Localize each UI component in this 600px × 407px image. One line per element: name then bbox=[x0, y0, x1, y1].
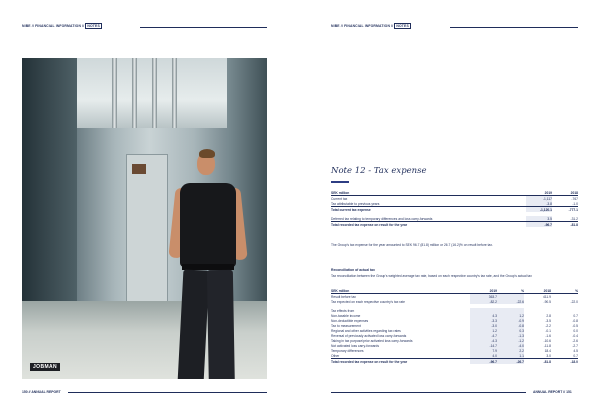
row-value: -767 bbox=[571, 196, 578, 201]
row-value: 0.7 bbox=[573, 313, 578, 318]
row-value: -2.7 bbox=[572, 343, 578, 348]
column-header: % bbox=[497, 288, 524, 294]
photo-pipe bbox=[132, 58, 137, 128]
row-value: 363.7 bbox=[470, 294, 497, 300]
row-value: -0.1 bbox=[545, 328, 551, 333]
row-value: -3.3 bbox=[470, 318, 497, 323]
row-label: Not activated loss carry-forwards bbox=[331, 343, 380, 348]
row-label: Other bbox=[331, 353, 340, 358]
row-value: 0.7 bbox=[573, 353, 578, 358]
publication-name: ANNUAL REPORT bbox=[31, 390, 61, 394]
photo-person-hair bbox=[199, 149, 215, 158]
footer-rule bbox=[68, 392, 267, 393]
row-value: -31.2 bbox=[570, 216, 578, 221]
row-value: -90.5 bbox=[543, 299, 551, 304]
row-value: 18.4 bbox=[544, 348, 551, 353]
photo-door bbox=[126, 154, 168, 306]
row-label: Non-deductible expenses bbox=[331, 318, 369, 323]
header-company: NIBE bbox=[22, 24, 31, 28]
row-value: -1,120.1 bbox=[526, 207, 552, 213]
row-value: -82.2 bbox=[470, 299, 497, 304]
row-value: 4.3 bbox=[470, 313, 497, 318]
photo-person-leg bbox=[177, 269, 210, 379]
left-footer: 150 // ANNUAL REPORT bbox=[22, 390, 61, 394]
photo-pipe bbox=[152, 58, 157, 128]
reconciliation-intro: Tax reconciliation between the Group's weighted average tax rate, based on each respective country's tax rate, and the Group's actual tax bbox=[331, 274, 532, 278]
row-value: 7.9 bbox=[470, 348, 497, 353]
header-rule bbox=[140, 27, 267, 28]
row-value: -2.6 bbox=[572, 338, 578, 343]
row-label: Deferred tax relating to temporary differences and loss carry-forwards bbox=[331, 216, 433, 221]
photo-pipe bbox=[172, 58, 177, 128]
row-value: -1.2 bbox=[497, 338, 524, 343]
table-row bbox=[331, 359, 578, 365]
reconciliation-title: Reconciliation of actual tax bbox=[331, 268, 375, 272]
tax-note-paragraph: The Group's tax expense for the year amounted to SEK 96.7 (81.8) million or 26.7 (16.2)% on result before tax. bbox=[331, 243, 493, 247]
row-value: -4.0 bbox=[497, 343, 524, 348]
row-value: 4.0 bbox=[470, 353, 497, 359]
row-value: 0.3 bbox=[497, 328, 524, 333]
row-value: -0.5 bbox=[572, 323, 578, 328]
row-label: Non-taxable income bbox=[331, 313, 361, 318]
header-subsection: NOTES bbox=[396, 24, 409, 28]
jobman-logo: JOBMAN bbox=[30, 363, 60, 371]
row-value: -0.9 bbox=[497, 318, 524, 323]
row-value: 3.0 bbox=[546, 353, 551, 358]
header-section: FINANCIAL INFORMATION bbox=[35, 24, 82, 28]
row-value: -18.0 bbox=[551, 359, 578, 365]
publication-name: ANNUAL REPORT bbox=[533, 390, 563, 394]
row-value: -26.7 bbox=[497, 359, 524, 365]
row-value: 2.8 bbox=[546, 313, 551, 318]
row-value: -3.0 bbox=[470, 323, 497, 328]
table-row bbox=[331, 222, 578, 228]
row-value: -22.0 bbox=[570, 299, 578, 304]
row-value: 1.2 bbox=[497, 313, 524, 318]
row-value: 3.5 bbox=[526, 216, 552, 222]
right-running-header: NIBE // FINANCIAL INFORMATION // NOTES bbox=[331, 24, 409, 28]
left-running-header: NIBE // FINANCIAL INFORMATION // NOTES bbox=[22, 24, 100, 28]
row-value: -777.1 bbox=[552, 207, 578, 213]
row-label: Taking in tax purpose/prior activated loss carry-forwards bbox=[331, 338, 413, 343]
photo-pipe bbox=[112, 58, 117, 128]
row-value: 1.1 bbox=[497, 353, 524, 359]
row-value: 2.2 bbox=[497, 348, 524, 353]
photo-sign bbox=[132, 164, 146, 174]
row-value: -10.6 bbox=[543, 338, 551, 343]
row-label: Tax attributable to previous years bbox=[331, 201, 380, 206]
row-label: Current tax bbox=[331, 196, 348, 201]
row-value: 1.2 bbox=[470, 328, 497, 333]
row-value: -4.7 bbox=[470, 333, 497, 338]
table-unit-label: SEK million bbox=[331, 288, 470, 294]
header-rule bbox=[450, 27, 578, 28]
column-header: 2018 bbox=[524, 288, 551, 294]
row-value: 0.0 bbox=[573, 328, 578, 333]
row-label: Tax to measurement bbox=[331, 323, 361, 328]
page-number: 150 bbox=[22, 390, 28, 394]
note-title: Note 12 - Tax expense bbox=[331, 166, 427, 176]
header-subsection: NOTES bbox=[87, 24, 100, 28]
row-value: -1.6 bbox=[545, 333, 551, 338]
row-label: Total recorded tax expense on result for the year bbox=[331, 222, 526, 228]
table-unit-label: SEK million bbox=[331, 190, 526, 196]
column-header: 2019 bbox=[470, 288, 497, 294]
table-year: 2018 bbox=[552, 190, 578, 196]
tax-expense-table bbox=[331, 190, 578, 227]
table-year: 2019 bbox=[526, 190, 552, 196]
row-value: -3.5 bbox=[545, 318, 551, 323]
title-accent-bar bbox=[331, 181, 349, 183]
row-value: -0.8 bbox=[572, 318, 578, 323]
row-value: -2.2 bbox=[545, 323, 551, 328]
row-value: -3.8 bbox=[526, 201, 552, 207]
row-value: -81.8 bbox=[552, 222, 578, 228]
footer-rule bbox=[331, 392, 526, 393]
row-label: Reversal of previously activated loss carry-forwards bbox=[331, 333, 407, 338]
row-value: -1.3 bbox=[497, 333, 524, 338]
right-footer: ANNUAL REPORT // 151 bbox=[533, 390, 572, 394]
row-label: Tax expected on each respective country's tax rate bbox=[331, 299, 405, 304]
row-label: Temporary differences bbox=[331, 348, 364, 353]
row-value: -1.0 bbox=[572, 201, 578, 206]
reconciliation-table bbox=[331, 288, 578, 364]
row-value: -22.6 bbox=[497, 299, 524, 304]
row-value: -81.8 bbox=[524, 359, 551, 365]
row-value: -96.7 bbox=[470, 359, 497, 365]
header-section: FINANCIAL INFORMATION bbox=[344, 24, 391, 28]
page-number: 151 bbox=[566, 390, 572, 394]
row-value: -14.7 bbox=[470, 343, 497, 348]
row-value: 411.9 bbox=[542, 294, 551, 299]
column-header: % bbox=[551, 288, 578, 294]
row-value: -1,117 bbox=[526, 196, 552, 202]
row-value: 4.5 bbox=[573, 348, 578, 353]
row-value: -96.7 bbox=[526, 222, 552, 228]
photo-worker-in-corridor bbox=[22, 58, 267, 379]
photo-person-torso bbox=[180, 183, 236, 267]
row-label: Tax effects from bbox=[331, 308, 355, 313]
photo-person-leg bbox=[207, 270, 235, 379]
row-value: -0.4 bbox=[572, 333, 578, 338]
header-company: NIBE bbox=[331, 24, 340, 28]
row-value: -11.8 bbox=[543, 343, 551, 348]
row-value: -0.8 bbox=[497, 323, 524, 328]
row-label: Total recorded tax expense on result for the year bbox=[331, 359, 470, 365]
row-label: Result before tax bbox=[331, 294, 356, 299]
row-label: Total current tax expense bbox=[331, 207, 526, 213]
row-value: -4.3 bbox=[470, 338, 497, 343]
row-label: Regional and other activities regarding tax rates bbox=[331, 328, 401, 333]
